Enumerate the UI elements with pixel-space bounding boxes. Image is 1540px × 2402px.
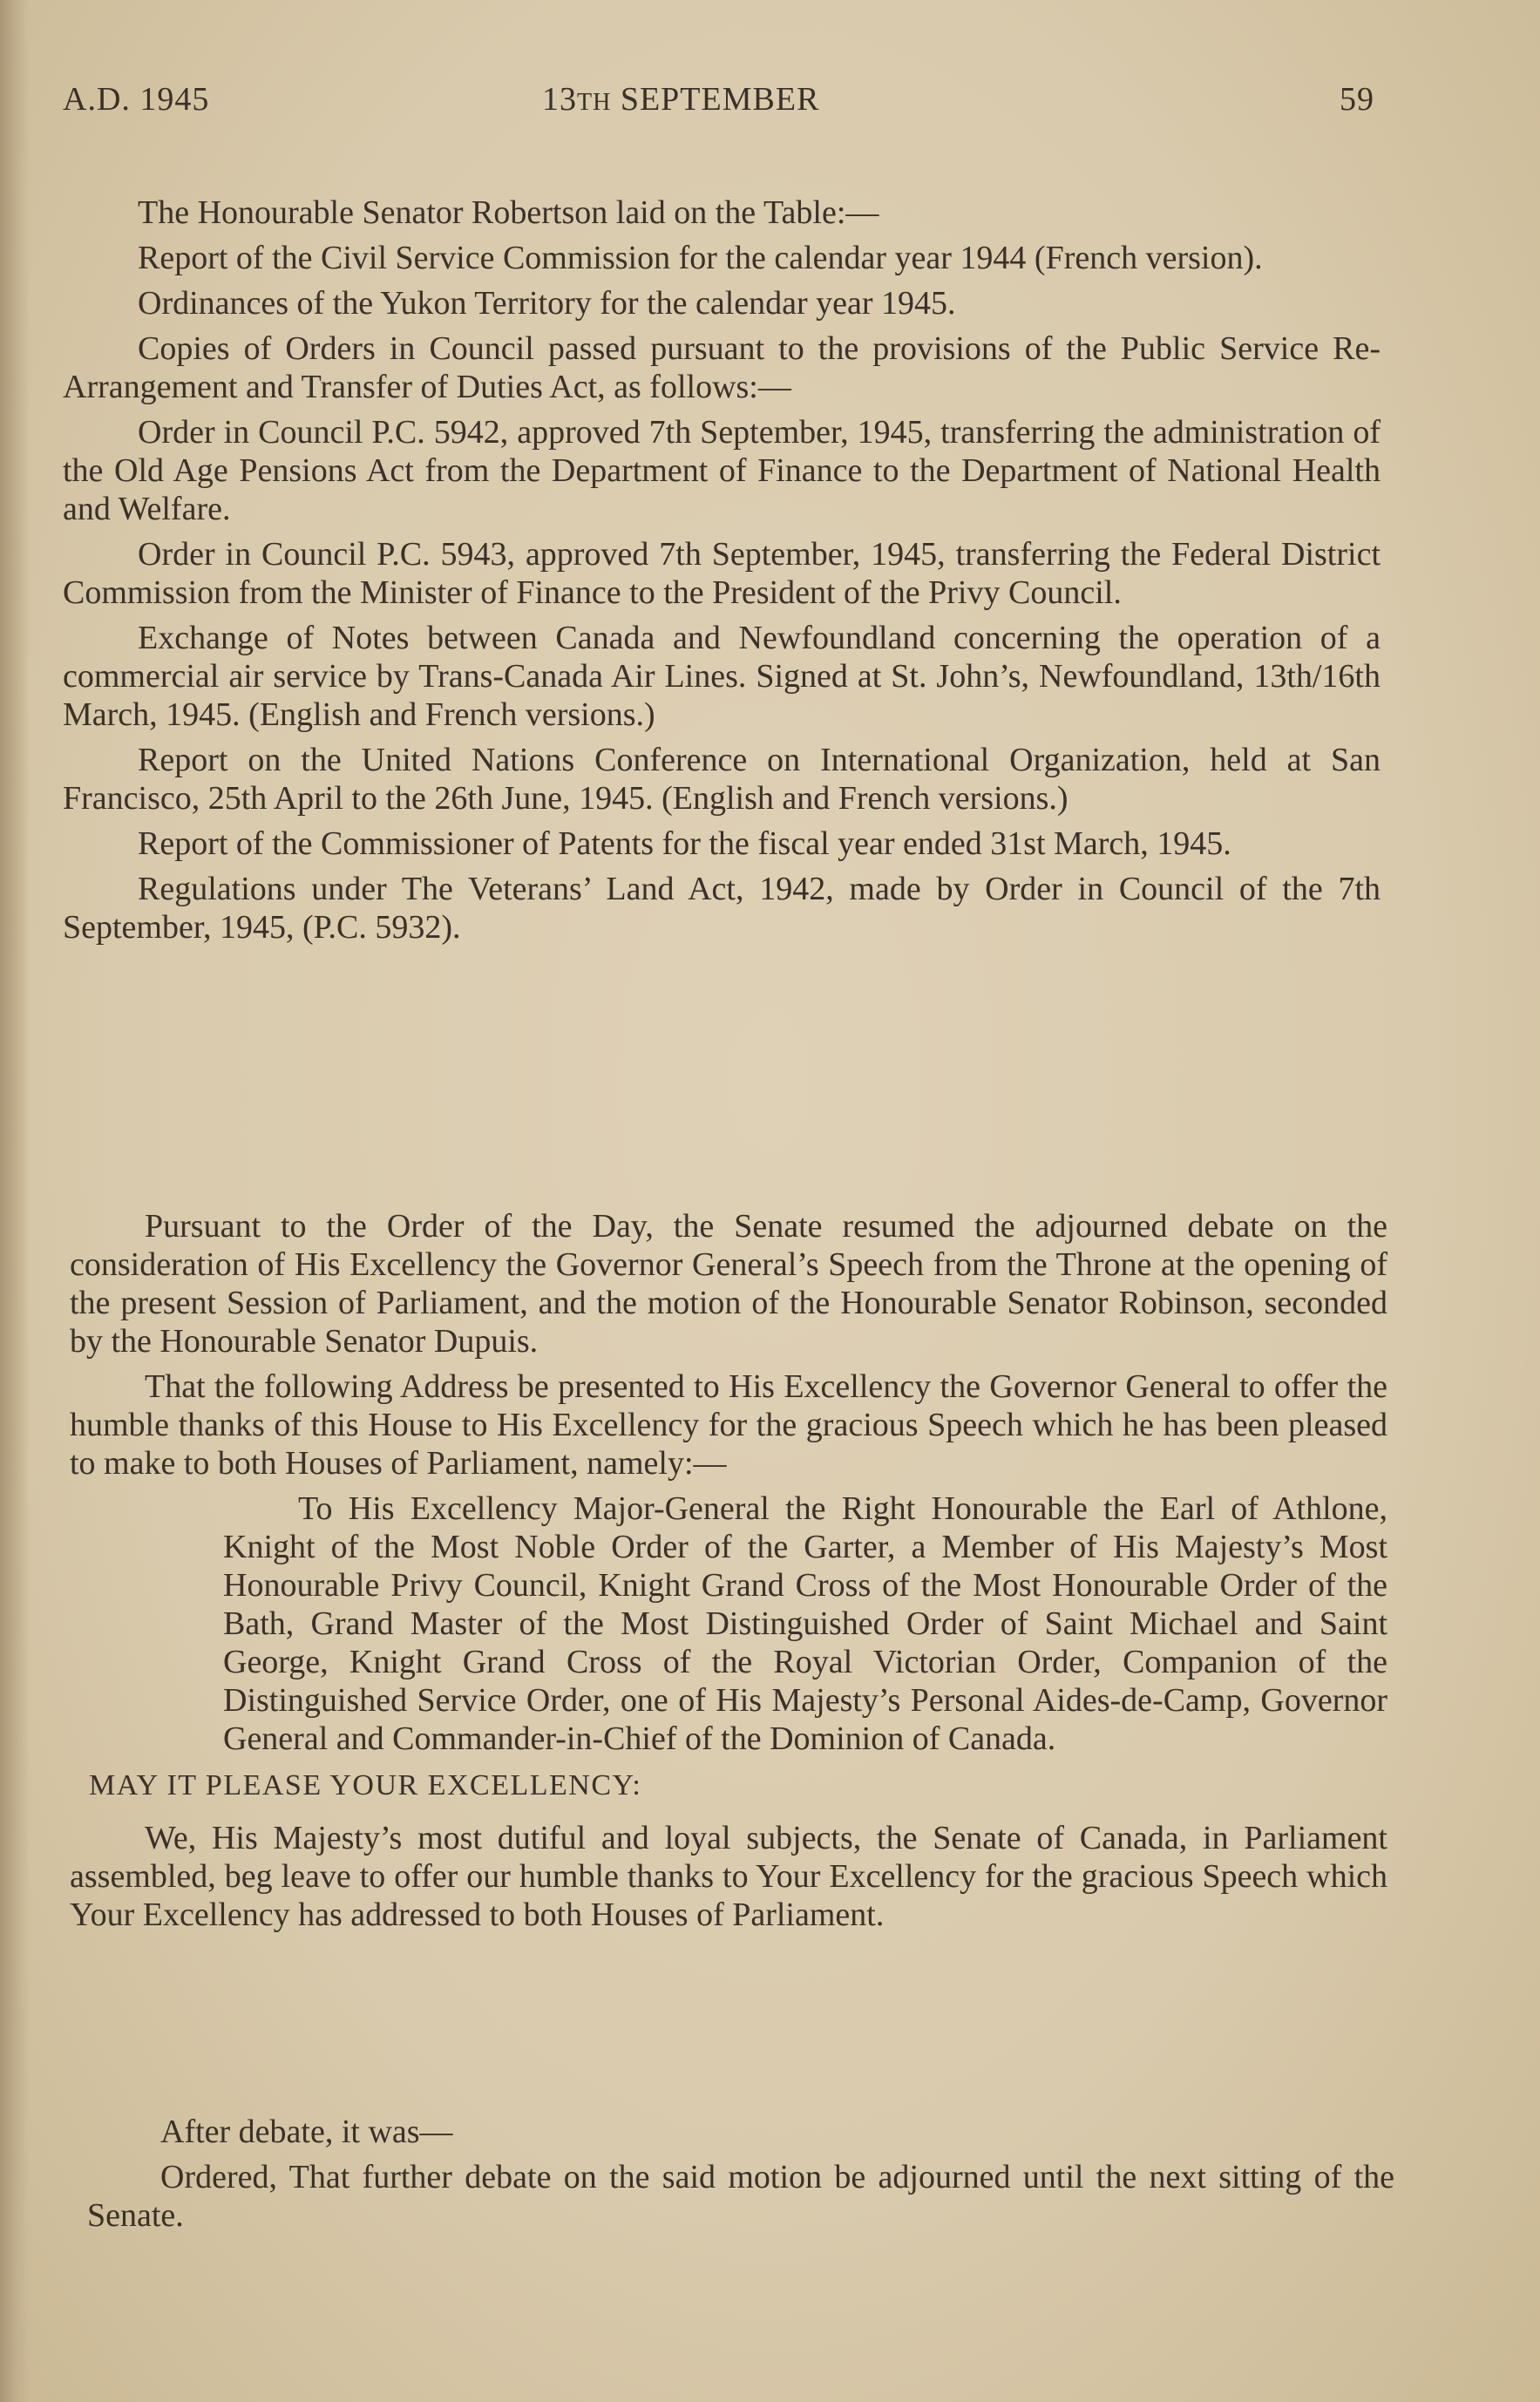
header-day-suffix: TH: [577, 89, 612, 116]
header-month: SEPTEMBER: [620, 81, 820, 118]
tabled-item: Copies of Orders in Council passed pursuant to the provisions of the Public Service Re-Arrangement and Transfer of Duties Act, as follows:—: [63, 330, 1381, 405]
salutation: MAY IT PLEASE YOUR EXCELLENCY:: [89, 1769, 642, 1802]
debate-paragraph: We, His Majesty’s most dutiful and loyal subjects, the Senate of Canada, in Parliament assembled, beg leave to offer our humble thanks to Your Excellency for the gracious Speech which Your Excellency has addressed to both Houses of Parliament.: [70, 1820, 1387, 1933]
tabled-documents: [63, 193, 1381, 953]
address-text: To His Excellency Major-General the Right Honourable the Earl of Athlone, Knight of the Most Noble Order of the Garter, a Member of His Majesty’s Most Honourable Privy Council, Knight Grand Cross of the Most Honourable Order of the Bath, Grand Master of the Most Distinguished Order of Saint Michael and Saint George, Knight Grand Cross of the Royal Victorian Order, Companion of the Distinguished Service Order, one of His Majesty’s Personal Aides-de-Camp, Governor General and Commander-in-Chief of the Dominion of Canada.: [223, 1490, 1387, 1757]
tabled-item: Regulations under The Veterans’ Land Act, 1942, made by Order in Council of the 7th September, 1945, (P.C. 5932).: [63, 871, 1381, 946]
tabled-item: Exchange of Notes between Canada and Newfoundland concerning the operation of a commercial air service by Trans-Canada Air Lines. Signed at St. John’s, Newfoundland, 13th/16th March, 1945. (English and French versions.): [63, 620, 1381, 733]
running-header: [63, 80, 1374, 124]
tabled-item: Report of the Commissioner of Patents for the fiscal year ended 31st March, 1945.: [138, 825, 1231, 862]
header-date: [542, 80, 819, 119]
tabled-intro: The Honourable Senator Robertson laid on the Table:—: [138, 194, 879, 231]
header-year: A.D. 1945: [63, 81, 210, 118]
tabled-item: Order in Council P.C. 5942, approved 7th September, 1945, transferring the administration of the Old Age Pensions Act from the Department of Finance to the Department of National Health and Welfare.: [63, 414, 1381, 527]
tabled-item: Report of the Civil Service Commission for the calendar year 1944 (French version).: [138, 240, 1263, 276]
address-block: [70, 1489, 1387, 1758]
debate-section: [70, 1207, 1387, 1941]
tabled-item: Order in Council P.C. 5943, approved 7th September, 1945, transferring the Federal District Commission from the Minister of Finance to the President of the Privy Council.: [63, 536, 1381, 611]
tabled-item: Report on the United Nations Conference on International Organization, held at San Francisco, 25th April to the 26th June, 1945. (English and French versions.): [63, 742, 1381, 817]
closing-paragraph: Ordered, That further debate on the said motion be adjourned until the next sitting of the Senate.: [87, 2159, 1394, 2234]
page-number: 59: [1340, 81, 1374, 118]
debate-paragraph: Pursuant to the Order of the Day, the Senate resumed the adjourned debate on the consideration of His Excellency the Governor General’s Speech from the Throne at the opening of the present Session of Parliament, and the motion of the Honourable Senator Robinson, seconded by the Honourable Senator Dupuis.: [70, 1208, 1387, 1360]
tabled-item: Ordinances of the Yukon Territory for the calendar year 1945.: [138, 285, 956, 322]
closing-paragraph: After debate, it was—: [160, 2114, 453, 2150]
debate-paragraph: That the following Address be presented to His Excellency the Governor General to offer the humble thanks of this House to His Excellency for the gracious Speech which he has been pleased to make to both Houses of Parliament, namely:—: [70, 1368, 1387, 1482]
header-day: 13: [542, 81, 577, 118]
closing-section: [87, 2113, 1394, 2242]
